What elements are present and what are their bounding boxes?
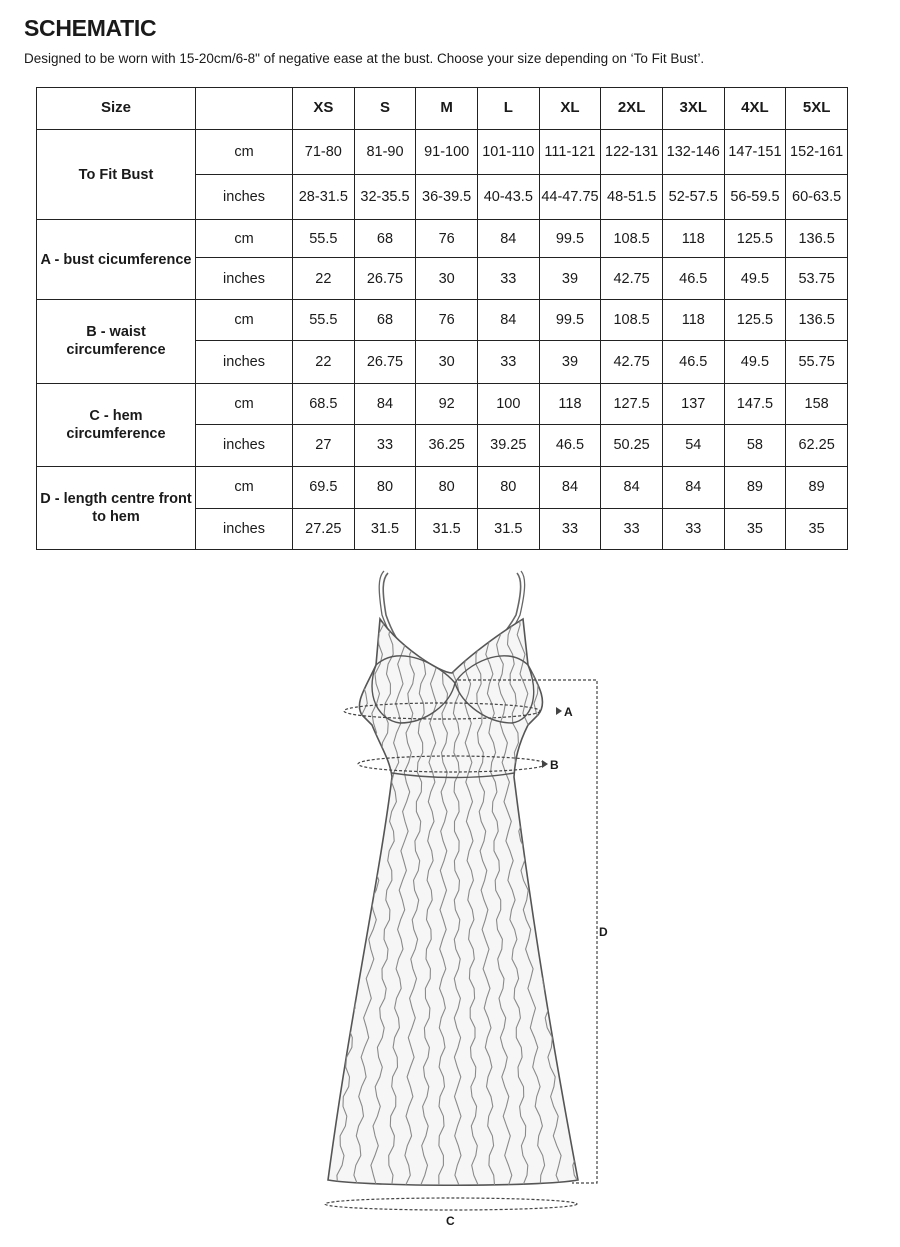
value-cell: 48-51.5 (601, 175, 663, 220)
label-b: B (550, 758, 559, 772)
value-cell: 32-35.5 (354, 175, 416, 220)
value-cell: 33 (354, 424, 416, 466)
measurement-label: To Fit Bust (37, 130, 196, 220)
value-cell: 46.5 (662, 258, 724, 300)
unit-cell: cm (196, 220, 293, 258)
size-col-header: XL (539, 88, 601, 130)
value-cell: 28-31.5 (293, 175, 355, 220)
hem-measure-ellipse (325, 1198, 577, 1210)
value-cell: 80 (477, 466, 539, 508)
value-cell: 31.5 (354, 508, 416, 549)
value-cell: 35 (724, 508, 786, 549)
value-cell: 91-100 (416, 130, 478, 175)
value-cell: 31.5 (416, 508, 478, 549)
value-cell: 101-110 (477, 130, 539, 175)
value-cell: 26.75 (354, 258, 416, 300)
value-cell: 50.25 (601, 424, 663, 466)
value-cell: 89 (786, 466, 848, 508)
value-cell: 118 (662, 300, 724, 341)
value-cell: 40-43.5 (477, 175, 539, 220)
value-cell: 44-47.75 (539, 175, 601, 220)
unit-cell: inches (196, 258, 293, 300)
value-cell: 68 (354, 300, 416, 341)
value-cell: 55.5 (293, 220, 355, 258)
value-cell: 30 (416, 341, 478, 383)
size-col-header: 5XL (786, 88, 848, 130)
value-cell: 55.75 (786, 341, 848, 383)
value-cell: 80 (354, 466, 416, 508)
value-cell: 84 (354, 383, 416, 424)
unit-cell: cm (196, 130, 293, 175)
value-cell: 108.5 (601, 300, 663, 341)
value-cell: 118 (662, 220, 724, 258)
size-col-header: S (354, 88, 416, 130)
value-cell: 27.25 (293, 508, 355, 549)
value-cell: 125.5 (724, 300, 786, 341)
value-cell: 55.5 (293, 300, 355, 341)
value-cell: 127.5 (601, 383, 663, 424)
value-cell: 60-63.5 (786, 175, 848, 220)
value-cell: 136.5 (786, 300, 848, 341)
size-col-header: 2XL (601, 88, 663, 130)
value-cell: 31.5 (477, 508, 539, 549)
value-cell: 69.5 (293, 466, 355, 508)
table-row (37, 130, 848, 175)
value-cell: 42.75 (601, 258, 663, 300)
unit-cell: cm (196, 466, 293, 508)
value-cell: 58 (724, 424, 786, 466)
value-cell: 84 (539, 466, 601, 508)
value-cell: 54 (662, 424, 724, 466)
table-row (37, 466, 848, 508)
value-cell: 84 (601, 466, 663, 508)
value-cell: 99.5 (539, 300, 601, 341)
value-cell: 118 (539, 383, 601, 424)
value-cell: 137 (662, 383, 724, 424)
unit-header-empty (196, 88, 293, 130)
value-cell: 33 (601, 508, 663, 549)
value-cell: 122-131 (601, 130, 663, 175)
value-cell: 71-80 (293, 130, 355, 175)
value-cell: 33 (477, 341, 539, 383)
size-col-header: M (416, 88, 478, 130)
value-cell: 68 (354, 220, 416, 258)
value-cell: 89 (724, 466, 786, 508)
value-cell: 22 (293, 341, 355, 383)
value-cell: 49.5 (724, 258, 786, 300)
value-cell: 53.75 (786, 258, 848, 300)
label-a: A (564, 705, 573, 719)
value-cell: 30 (416, 258, 478, 300)
value-cell: 36.25 (416, 424, 478, 466)
value-cell: 26.75 (354, 341, 416, 383)
table-row (37, 300, 848, 341)
unit-cell: inches (196, 508, 293, 549)
label-d: D (599, 925, 608, 939)
value-cell: 68.5 (293, 383, 355, 424)
value-cell: 84 (477, 220, 539, 258)
value-cell: 39 (539, 258, 601, 300)
value-cell: 33 (539, 508, 601, 549)
value-cell: 81-90 (354, 130, 416, 175)
table-header-row (37, 88, 848, 130)
table-row (37, 220, 848, 258)
measurement-label: B - waist circumference (37, 300, 196, 383)
page-title: SCHEMATIC (24, 15, 157, 41)
value-cell: 62.25 (786, 424, 848, 466)
page-subtitle: Designed to be worn with 15-20cm/6-8" of negative ease at the bust. Choose your size depending on ‘To Fit Bust’. (24, 51, 705, 66)
value-cell: 152-161 (786, 130, 848, 175)
value-cell: 46.5 (662, 341, 724, 383)
unit-cell: inches (196, 424, 293, 466)
value-cell: 108.5 (601, 220, 663, 258)
value-cell: 22 (293, 258, 355, 300)
value-cell: 35 (786, 508, 848, 549)
value-cell: 99.5 (539, 220, 601, 258)
value-cell: 147.5 (724, 383, 786, 424)
value-cell: 84 (477, 300, 539, 341)
value-cell: 27 (293, 424, 355, 466)
value-cell: 33 (662, 508, 724, 549)
value-cell: 52-57.5 (662, 175, 724, 220)
value-cell: 136.5 (786, 220, 848, 258)
value-cell: 92 (416, 383, 478, 424)
value-cell: 46.5 (539, 424, 601, 466)
table-row (37, 383, 848, 424)
measurement-label: D - length centre front to hem (37, 466, 196, 549)
bust-arrow-icon (556, 707, 562, 715)
unit-cell: inches (196, 341, 293, 383)
value-cell: 39 (539, 341, 601, 383)
value-cell: 56-59.5 (724, 175, 786, 220)
value-cell: 76 (416, 300, 478, 341)
size-col-header: 4XL (724, 88, 786, 130)
value-cell: 132-146 (662, 130, 724, 175)
value-cell: 33 (477, 258, 539, 300)
size-col-header: 3XL (662, 88, 724, 130)
value-cell: 147-151 (724, 130, 786, 175)
dress-outline (328, 619, 578, 1185)
value-cell: 49.5 (724, 341, 786, 383)
value-cell: 158 (786, 383, 848, 424)
dress-drawing (319, 571, 580, 1185)
value-cell: 111-121 (539, 130, 601, 175)
value-cell: 39.25 (477, 424, 539, 466)
measurement-label: C - hem circumference (37, 383, 196, 466)
value-cell: 76 (416, 220, 478, 258)
size-col-header: L (477, 88, 539, 130)
value-cell: 80 (416, 466, 478, 508)
unit-cell: cm (196, 300, 293, 341)
value-cell: 100 (477, 383, 539, 424)
size-col-header: XS (293, 88, 355, 130)
size-header: Size (37, 88, 196, 130)
value-cell: 84 (662, 466, 724, 508)
label-c: C (446, 1214, 455, 1228)
dress-schematic (0, 555, 900, 1247)
value-cell: 42.75 (601, 341, 663, 383)
size-chart-table (36, 87, 848, 550)
value-cell: 36-39.5 (416, 175, 478, 220)
measurement-label: A - bust cicumference (37, 220, 196, 300)
value-cell: 125.5 (724, 220, 786, 258)
unit-cell: inches (196, 175, 293, 220)
unit-cell: cm (196, 383, 293, 424)
waist-arrow-icon (542, 760, 548, 768)
